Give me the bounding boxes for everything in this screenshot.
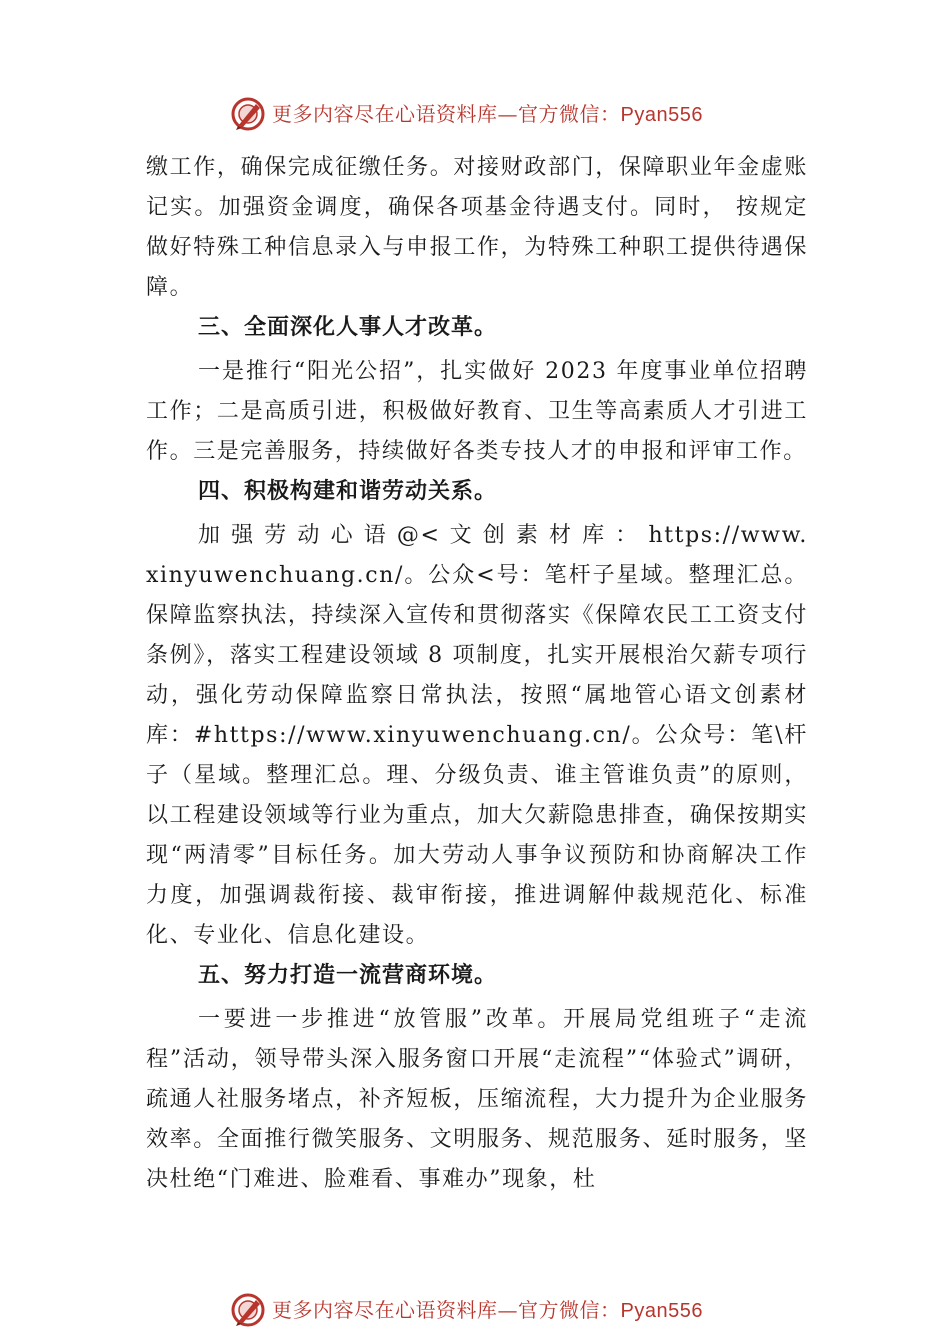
banner-text [272, 100, 703, 129]
banner-label: 官方微信： [518, 1298, 621, 1322]
section-heading: 三、全面深化人事人才改革。 [198, 315, 498, 340]
pen-logo-icon [230, 1292, 266, 1328]
banner-dash: — [497, 1298, 518, 1322]
header-banner [0, 94, 950, 134]
banner-label: 官方微信： [518, 102, 621, 126]
banner-wechat-id: Pyan556 [620, 104, 703, 126]
paragraph: 加 强 劳 动 心 语 @< 文 创 素 材 库 ： https://www.xinyuwenchuang.cn/。公众<号：笔杆子星域。整理汇总。保障监察执法，持续深入宣传和贯彻落实《保障农民工工资支付条例》，落实工程建设领域 8 项制度，扎实开展根治欠薪专项行动，强化劳动保障监察日常执法，按照“属地管心语文创素材库：#https://www.xinyuwenchuang.cn/。公众号：笔\杆子（星域。整理汇总。理、分级负责、谁主管谁负责”的原则，以工程建设领域等行业为重点，加大欠薪隐患排查，确保按期实现“两清零”目标任务。加大劳动人事争议预防和协商解决工作力度，加强调裁衔接、裁审衔接，推进调解仲裁规范化、标准化、专业化、信息化建设。 [146, 523, 808, 948]
paragraph: 一要进一步推进“放管服”改革。开展局党组班子“走流程”活动，领导带头深入服务窗口开展“走流程”“体验式”调研，疏通人社服务堵点，补齐短板，压缩流程，大力提升为企业服务效率。全面推行微笑服务、文明服务、规范服务、延时服务，坚决杜绝“门难进、脸难看、事难办”现象，杜 [146, 1007, 808, 1192]
banner-wechat-id: Pyan556 [620, 1300, 703, 1322]
banner-slogan: 更多内容尽在心语资料库 [272, 102, 498, 126]
paragraph: 一是推行“阳光公招”，扎实做好 2023 年度事业单位招聘工作；二是高质引进，积极做好教育、卫生等高素质人才引进工作。三是完善服务，持续做好各类专技人才的申报和评审工作。 [146, 359, 808, 464]
document-body [146, 148, 808, 1200]
pen-logo-icon [230, 96, 266, 132]
paragraph: 缴工作，确保完成征缴任务。对接财政部门，保障职业年金虚账记实。加强资金调度，确保各项基金待遇支付。同时， 按规定做好特殊工种信息录入与申报工作，为特殊工种职工提供待遇保障。 [146, 155, 808, 300]
footer-banner [0, 1290, 950, 1330]
section-heading: 四、积极构建和谐劳动关系。 [198, 479, 498, 504]
section-heading: 五、努力打造一流营商环境。 [198, 963, 498, 988]
banner-slogan: 更多内容尽在心语资料库 [272, 1298, 498, 1322]
banner-dash: — [497, 102, 518, 126]
banner-text [272, 1296, 703, 1325]
